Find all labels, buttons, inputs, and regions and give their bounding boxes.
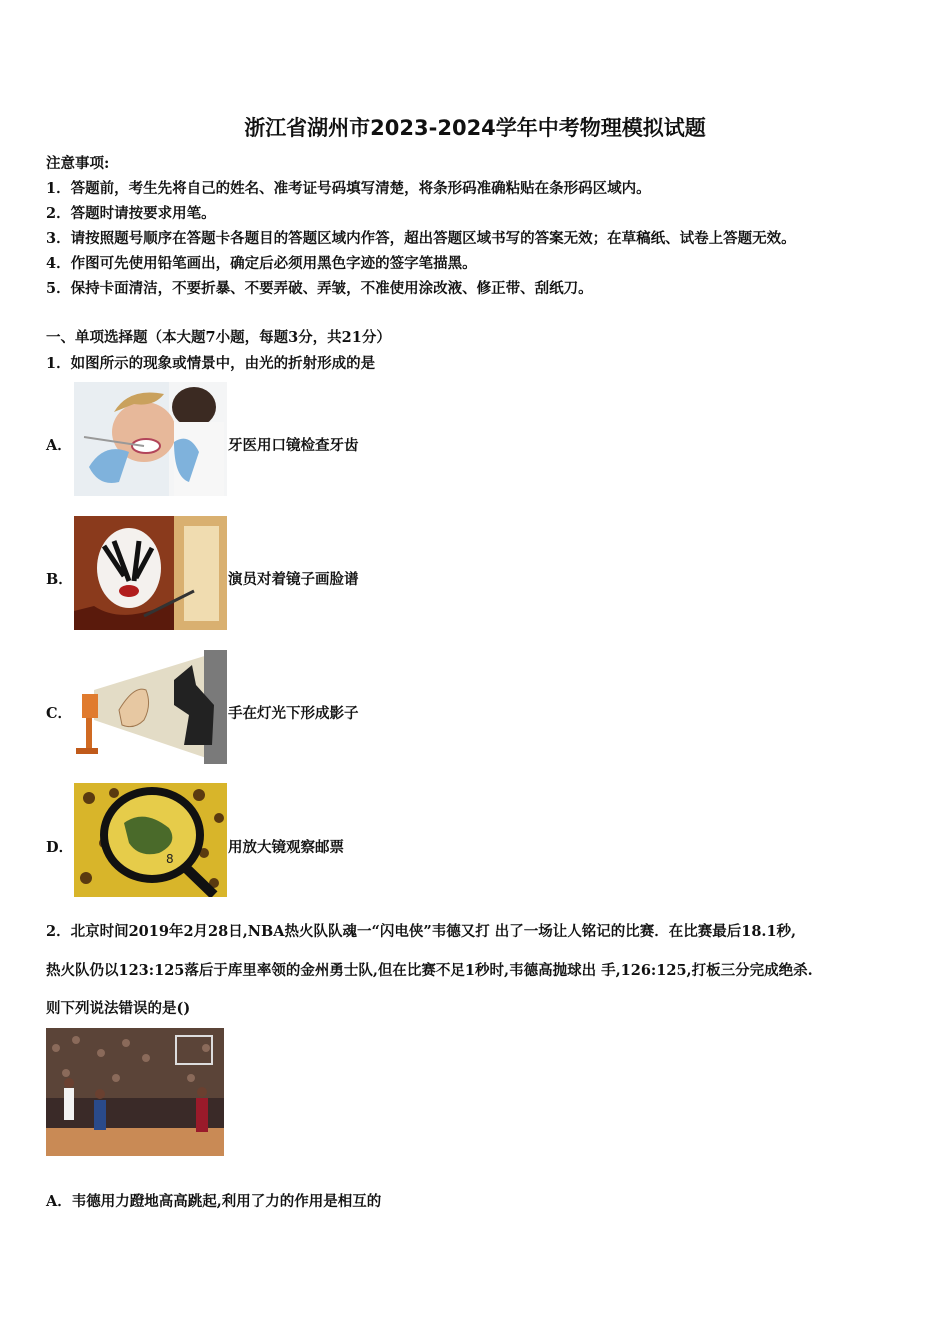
- option-a-letter: A．: [46, 437, 72, 454]
- dentist-photo-icon: [74, 382, 227, 496]
- question-2-line-2: 热火队仍以123:125落后于库里率领的金州勇士队,但在比赛不足1秒时,韦德高抛球出 手,126:125,打板三分完成绝杀.: [46, 962, 813, 979]
- basketball-photo-icon: [46, 1028, 224, 1156]
- hand-shadow-photo-icon: [74, 650, 227, 764]
- option-a-text: 牙医用口镜检查牙齿: [228, 437, 359, 454]
- notes-heading: 注意事项:: [46, 155, 110, 172]
- question-2-option-a: A．韦德用力蹬地高高跳起,利用了力的作用是相互的: [46, 1193, 382, 1210]
- option-c-letter: C．: [46, 705, 73, 722]
- section-heading: 一、单项选择题（本大题7小题，每题3分，共21分）: [46, 329, 391, 346]
- magnifier-stamp-photo-icon: [74, 783, 227, 897]
- option-b-letter: B．: [46, 571, 73, 588]
- note-item-1: 1．答题前，考生先将自己的姓名、准考证号码填写清楚，将条形码准确粘贴在条形码区域内。: [46, 180, 651, 197]
- option-b-text: 演员对着镜子画脸谱: [228, 571, 359, 588]
- opera-mask-photo-icon: [74, 516, 227, 630]
- note-item-4: 4．作图可先使用铅笔画出，确定后必须用黑色字迹的签字笔描黑。: [46, 255, 477, 272]
- note-item-3: 3．请按照题号顺序在答题卡各题目的答题区域内作答，超出答题区域书写的答案无效；在草稿纸、试卷上答题无效。: [46, 230, 796, 247]
- option-d-text: 用放大镜观察邮票: [228, 839, 344, 856]
- question-1-stem: 1．如图所示的现象或情景中，由光的折射形成的是: [46, 355, 376, 372]
- note-item-5: 5．保持卡面清洁，不要折暴、不要弄破、弄皱，不准使用涂改液、修正带、刮纸刀。: [46, 280, 593, 297]
- note-item-2: 2．答题时请按要求用笔。: [46, 205, 216, 222]
- question-2-line-3: 则下列说法错误的是(): [46, 1000, 191, 1017]
- page-title: 浙江省湖州市2023-2024学年中考物理模拟试题: [244, 116, 706, 140]
- svg-text:8: 8: [166, 852, 174, 866]
- question-2-line-1: 2．北京时间2019年2月28日,NBA热火队队魂一“闪电侠”韦德又打 出了一场让人铭记的比赛．在比赛最后18.1秒,: [46, 923, 797, 940]
- option-d-letter: D．: [46, 839, 74, 856]
- option-c-text: 手在灯光下形成影子: [228, 705, 359, 722]
